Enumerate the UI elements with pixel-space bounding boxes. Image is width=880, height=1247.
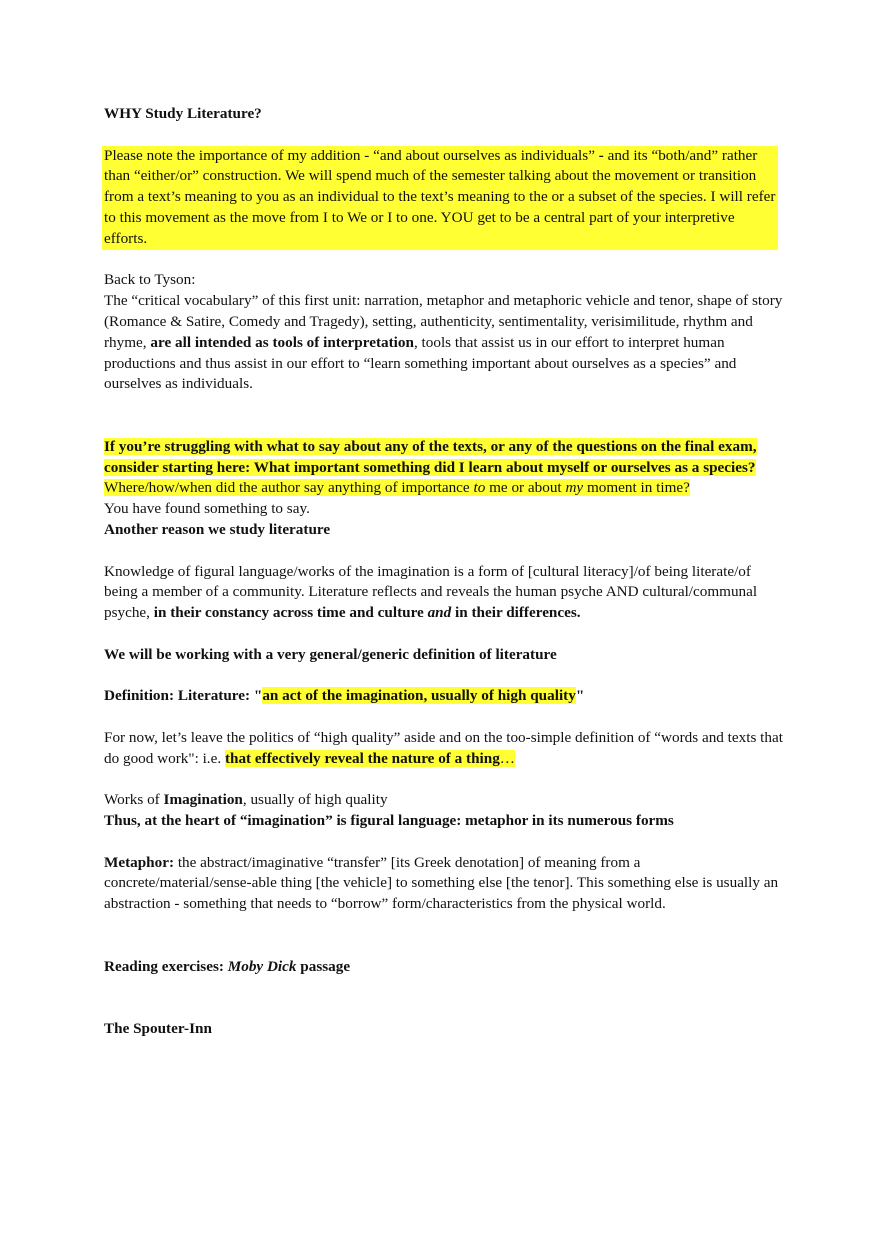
- spacer: [104, 770, 784, 791]
- reading-text-2: passage: [296, 957, 351, 975]
- spacer: [104, 125, 784, 146]
- knowledge-paragraph: [104, 562, 784, 624]
- spacer: [104, 915, 784, 957]
- for-now-bold: that effectively reveal the nature of a thing: [224, 749, 500, 767]
- spacer: [104, 541, 784, 562]
- tyson-paragraph: [104, 291, 784, 395]
- struggle-text-1: Where/how/when did the author say anything of importance: [104, 479, 474, 497]
- works-bold: Imagination: [163, 791, 243, 809]
- for-now-text: For now, let’s leave the politics of “high quality” aside and on the too-simple definition of “words and texts that do good work": i.e.: [104, 728, 783, 767]
- tyson-text-1: The “critical vocabulary” of this first unit: narration, metaphor and metaphoric vehicle and tenor, shape of story (Romance & Satire, Comedy and Tragedy), setting, authenticity, sentimentality, verisimilitude, rhythm and rhyme,: [104, 292, 783, 351]
- metaphor-label: Metaphor:: [104, 853, 175, 871]
- another-reason-heading: Another reason we study literature: [104, 520, 331, 538]
- reading-exercises-heading: [104, 957, 784, 978]
- working-heading: We will be working with a very general/generic definition of literature: [104, 645, 557, 663]
- note-dash: -: [598, 146, 604, 164]
- spacer: [104, 395, 784, 437]
- struggle-after: You have found something to say.: [104, 500, 310, 518]
- spacer: [104, 707, 784, 728]
- knowledge-text: Knowledge of figural language/works of the imagination is a form of [cultural literacy]/of being literate/of being a member of a community. Literature reflects and reveals the human psyche AND cultural/communal psyche,: [104, 562, 758, 622]
- definition-end: ": [575, 687, 585, 705]
- metaphor-paragraph: [104, 853, 784, 915]
- struggle-paragraph: [104, 437, 784, 499]
- tyson-bold: are all intended as tools of interpretation: [150, 333, 414, 351]
- definition-line: [104, 686, 784, 707]
- spacer: [104, 977, 784, 1019]
- spacer: [104, 250, 784, 271]
- struggle-bold: If you’re struggling with what to say about any of the texts, or any of the questions on the final exam, consider starting here: What important something did I learn about myself or ourselves as a species?: [104, 437, 757, 476]
- for-now-ellipsis: …: [499, 749, 515, 767]
- spouter-inn-heading: The Spouter-Inn: [104, 1020, 212, 1038]
- struggle-italic-2: my: [565, 479, 584, 497]
- spacer: [104, 832, 784, 853]
- reading-book-title: Moby Dick: [227, 957, 297, 975]
- definition-quote: an act of the imagination, usually of high quality: [262, 687, 576, 705]
- struggle-italic-1: to: [473, 479, 486, 497]
- spacer: [104, 666, 784, 687]
- knowledge-bold-1: in their constancy across time and culture: [153, 604, 428, 622]
- reading-text-1: Reading exercises:: [104, 957, 228, 975]
- metaphor-text: the abstract/imaginative “transfer” [its Greek denotation] of meaning from a concrete/material/sense-able thing [the vehicle] to something else [the tenor]. This something else is usually an abstraction - something that needs to “borrow” form/characteristics from the physical world.: [104, 853, 779, 913]
- tyson-text-2: , tools that assist us in our effort to interpret human productions and thus assist in our effort to “learn something important about ourselves as a species” and ourselves as individuals.: [104, 333, 737, 393]
- document-page: [104, 104, 784, 1040]
- thus-heading: Thus, at the heart of “imagination” is figural language: metaphor in its numerous forms: [104, 812, 674, 830]
- definition-label: Definition: Literature: ": [104, 687, 263, 705]
- works-text-2: , usually of high quality: [242, 791, 388, 809]
- spacer: [104, 624, 784, 645]
- tyson-heading: Back to Tyson:: [104, 271, 196, 289]
- works-line: [104, 790, 784, 811]
- note-text-1: Please note the importance of my addition - “and about ourselves as individuals”: [104, 146, 599, 164]
- knowledge-bold-italic: and: [427, 604, 452, 622]
- struggle-text-3: moment in time?: [583, 479, 690, 497]
- highlighted-note-paragraph: [102, 146, 778, 250]
- knowledge-bold-2: in their differences.: [451, 604, 581, 622]
- note-text-2: and its “both/and” rather than “either/or” construction. We will spend much of the semester talking about the movement or transition from a text’s meaning to you as an individual to the text’s meaning to the or a subset of the species. I will refer to this movement as the move from I to We or I to one. YOU get to be a central part of your interpretive efforts.: [104, 146, 776, 247]
- struggle-text-2: me or about: [485, 479, 566, 497]
- for-now-paragraph: [104, 728, 784, 770]
- works-text-1: Works of: [104, 791, 164, 809]
- page-title: WHY Study Literature?: [104, 105, 262, 122]
